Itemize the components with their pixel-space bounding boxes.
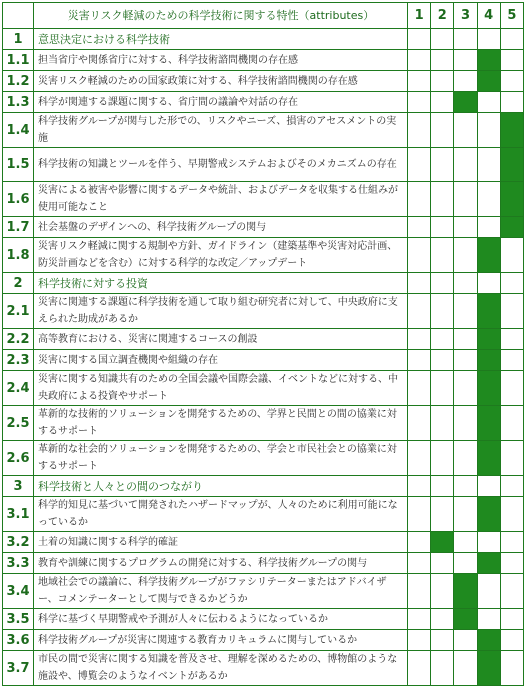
score-cell-5 [500,651,523,686]
score-cell-2 [431,574,454,609]
score-cell-4 [477,371,500,406]
score-cell-4 [477,497,500,532]
score-cell-3 [454,71,477,92]
score-cell-2 [431,371,454,406]
score-cell-4 [477,50,500,71]
row-number: 2.1 [3,294,34,329]
attribute-row [3,217,524,238]
attribute-text: 災害リスク軽減に関する規制や方針、ガイドライン（建築基準や災害対応計画、防災計画などを含む）に対する科学的な改定／アップデート [34,238,408,273]
attribute-text: 高等教育における、災害に関連するコースの創設 [34,329,408,350]
score-cell-1 [408,238,431,273]
attribute-row [3,294,524,329]
score-cell-3 [454,92,477,113]
score-cell-4 [477,273,500,294]
attribute-text: 革新的な技術的ソリューションを開発するための、学界と民間との間の協業に対するサポート [34,406,408,441]
score-cell-4 [477,92,500,113]
score-cell-1 [408,476,431,497]
attribute-text: 科学的知見に基づいて開発されたハザードマップが、人々のために利用可能になっているか [34,497,408,532]
attributes-table [2,2,524,686]
score-cell-3 [454,406,477,441]
score-cell-4 [477,113,500,148]
score-cell-1 [408,574,431,609]
score-cell-5 [500,238,523,273]
score-cell-4 [477,553,500,574]
attribute-text: 科学が関連する課題に関する、省庁間の議論や対話の存在 [34,92,408,113]
row-number: 3.5 [3,609,34,630]
score-cell-2 [431,497,454,532]
attribute-row [3,609,524,630]
score-cell-4 [477,609,500,630]
score-cell-5 [500,29,523,50]
header-level-1: 1 [408,3,431,29]
attribute-text: 災害に関する知識共有のための全国会議や国際会議、イベントなどに対する、中央政府による投資やサポート [34,371,408,406]
score-cell-2 [431,71,454,92]
attribute-row [3,71,524,92]
row-number: 1.5 [3,148,34,182]
attribute-text: 土着の知識に関する科学的確証 [34,532,408,553]
score-cell-4 [477,148,500,182]
score-cell-3 [454,651,477,686]
score-cell-1 [408,273,431,294]
score-cell-2 [431,113,454,148]
score-cell-4 [477,294,500,329]
row-number: 1.6 [3,182,34,217]
attribute-row [3,574,524,609]
attribute-row [3,182,524,217]
score-cell-1 [408,350,431,371]
row-number: 2.6 [3,441,34,476]
attribute-text: 災害リスク軽減のための国家政策に対する、科学技術諮問機関の存在感 [34,71,408,92]
row-number: 1 [3,29,34,50]
score-cell-2 [431,294,454,329]
score-cell-3 [454,532,477,553]
score-cell-1 [408,609,431,630]
score-cell-1 [408,217,431,238]
score-cell-2 [431,406,454,441]
row-number: 1.3 [3,92,34,113]
attribute-row [3,497,524,532]
score-cell-3 [454,238,477,273]
score-cell-1 [408,148,431,182]
row-number: 2.4 [3,371,34,406]
score-cell-3 [454,182,477,217]
score-cell-2 [431,329,454,350]
attribute-row [3,113,524,148]
score-cell-5 [500,630,523,651]
score-cell-4 [477,29,500,50]
attribute-text: 災害に関連する課題に科学技術を通して取り組む研究者に対して、中央政府に支えられた助成があるか [34,294,408,329]
score-cell-4 [477,71,500,92]
section-row [3,29,524,50]
attribute-row [3,532,524,553]
section-title: 科学技術と人々との間のつながり [34,476,408,497]
score-cell-3 [454,29,477,50]
row-number: 2.2 [3,329,34,350]
score-cell-5 [500,574,523,609]
score-cell-2 [431,238,454,273]
score-cell-3 [454,497,477,532]
score-cell-2 [431,273,454,294]
row-number: 3.3 [3,553,34,574]
attribute-row [3,553,524,574]
score-cell-5 [500,148,523,182]
section-title: 意思決定における科学技術 [34,29,408,50]
score-cell-4 [477,329,500,350]
score-cell-2 [431,350,454,371]
score-cell-1 [408,50,431,71]
score-cell-2 [431,609,454,630]
section-row [3,476,524,497]
score-cell-1 [408,532,431,553]
attribute-text: 科学に基づく早期警戒や予測が人々に伝わるようになっているか [34,609,408,630]
row-number: 1.8 [3,238,34,273]
row-number: 3.6 [3,630,34,651]
score-cell-5 [500,350,523,371]
score-cell-3 [454,371,477,406]
score-cell-5 [500,182,523,217]
header-level-4: 4 [477,3,500,29]
row-number: 3.4 [3,574,34,609]
score-cell-3 [454,273,477,294]
row-number: 1.7 [3,217,34,238]
score-cell-5 [500,217,523,238]
score-cell-1 [408,92,431,113]
score-cell-5 [500,273,523,294]
score-cell-3 [454,574,477,609]
score-cell-4 [477,406,500,441]
header-level-2: 2 [431,3,454,29]
score-cell-5 [500,294,523,329]
attribute-row [3,92,524,113]
header-level-5: 5 [500,3,523,29]
score-cell-1 [408,294,431,329]
score-cell-3 [454,441,477,476]
score-cell-1 [408,630,431,651]
score-cell-5 [500,553,523,574]
attribute-row [3,371,524,406]
score-cell-3 [454,630,477,651]
header-title: 災害リスク軽減のための科学技術に関する特性（attributes） [34,3,408,29]
section-row [3,273,524,294]
score-cell-2 [431,182,454,217]
score-cell-1 [408,29,431,50]
row-number: 3.1 [3,497,34,532]
attribute-text: 社会基盤のデザインへの、科学技術グループの関与 [34,217,408,238]
score-cell-4 [477,532,500,553]
score-cell-2 [431,553,454,574]
score-cell-2 [431,476,454,497]
attribute-row [3,148,524,182]
score-cell-1 [408,441,431,476]
attribute-row [3,630,524,651]
score-cell-5 [500,92,523,113]
score-cell-5 [500,476,523,497]
row-number: 3.7 [3,651,34,686]
attribute-text: 災害による被害や影響に関するデータや統計、およびデータを収集する仕組みが使用可能なこと [34,182,408,217]
score-cell-3 [454,350,477,371]
row-number: 3.2 [3,532,34,553]
score-cell-3 [454,553,477,574]
row-number: 2.5 [3,406,34,441]
score-cell-4 [477,441,500,476]
score-cell-1 [408,371,431,406]
score-cell-1 [408,71,431,92]
attribute-text: 科学技術グループが災害に関連する教育カリキュラムに関与しているか [34,630,408,651]
score-cell-5 [500,497,523,532]
attribute-row [3,406,524,441]
score-cell-5 [500,113,523,148]
score-cell-2 [431,441,454,476]
row-number: 1.2 [3,71,34,92]
score-cell-4 [477,651,500,686]
score-cell-3 [454,476,477,497]
attribute-text: 担当省庁や関係省庁に対する、科学技術諮問機関の存在感 [34,50,408,71]
score-cell-1 [408,113,431,148]
score-cell-4 [477,476,500,497]
attribute-text: 市民の間で災害に関する知識を普及させ、理解を深めるための、博物館のような施設や、博覧会のようなイベントがあるか [34,651,408,686]
attribute-text: 科学技術グループが関与した形での、リスクやニーズ、損害のアセスメントの実施 [34,113,408,148]
score-cell-1 [408,651,431,686]
row-number: 2.3 [3,350,34,371]
score-cell-3 [454,148,477,182]
score-cell-5 [500,329,523,350]
score-cell-2 [431,630,454,651]
score-cell-3 [454,329,477,350]
attribute-row [3,329,524,350]
score-cell-2 [431,50,454,71]
score-cell-2 [431,92,454,113]
attribute-text: 革新的な社会的ソリューションを開発するための、学会と市民社会との協業に対するサポート [34,441,408,476]
score-cell-5 [500,50,523,71]
score-cell-2 [431,651,454,686]
attribute-row [3,441,524,476]
score-cell-3 [454,609,477,630]
score-cell-5 [500,406,523,441]
attribute-text: 地域社会での議論に、科学技術グループがファシリテーターまたはアドバイザー、コメンテーターとして関与できるかどうか [34,574,408,609]
row-number: 1.4 [3,113,34,148]
score-cell-5 [500,441,523,476]
score-cell-3 [454,113,477,148]
row-number: 2 [3,273,34,294]
attribute-row [3,238,524,273]
score-cell-1 [408,406,431,441]
section-title: 科学技術に対する投資 [34,273,408,294]
score-cell-4 [477,238,500,273]
score-cell-1 [408,553,431,574]
score-cell-3 [454,217,477,238]
attribute-text: 科学技術の知識とツールを伴う、早期警戒システムおよびそのメカニズムの存在 [34,148,408,182]
header-level-3: 3 [454,3,477,29]
header-num-cell [3,3,34,29]
header-row [3,3,524,29]
score-cell-2 [431,148,454,182]
score-cell-1 [408,182,431,217]
score-cell-5 [500,71,523,92]
score-cell-2 [431,217,454,238]
score-cell-3 [454,294,477,329]
score-cell-4 [477,574,500,609]
row-number: 1.1 [3,50,34,71]
row-number: 3 [3,476,34,497]
score-cell-5 [500,371,523,406]
score-cell-4 [477,350,500,371]
score-cell-4 [477,217,500,238]
attribute-row [3,651,524,686]
attribute-text: 教育や訓練に関するプログラムの開発に対する、科学技術グループの関与 [34,553,408,574]
score-cell-2 [431,29,454,50]
score-cell-5 [500,609,523,630]
score-cell-1 [408,497,431,532]
score-cell-4 [477,630,500,651]
score-cell-3 [454,50,477,71]
score-cell-5 [500,532,523,553]
score-cell-1 [408,329,431,350]
attribute-text: 災害に関する国立調査機関や組織の存在 [34,350,408,371]
attribute-row [3,350,524,371]
score-cell-2 [431,532,454,553]
score-cell-4 [477,182,500,217]
attribute-row [3,50,524,71]
